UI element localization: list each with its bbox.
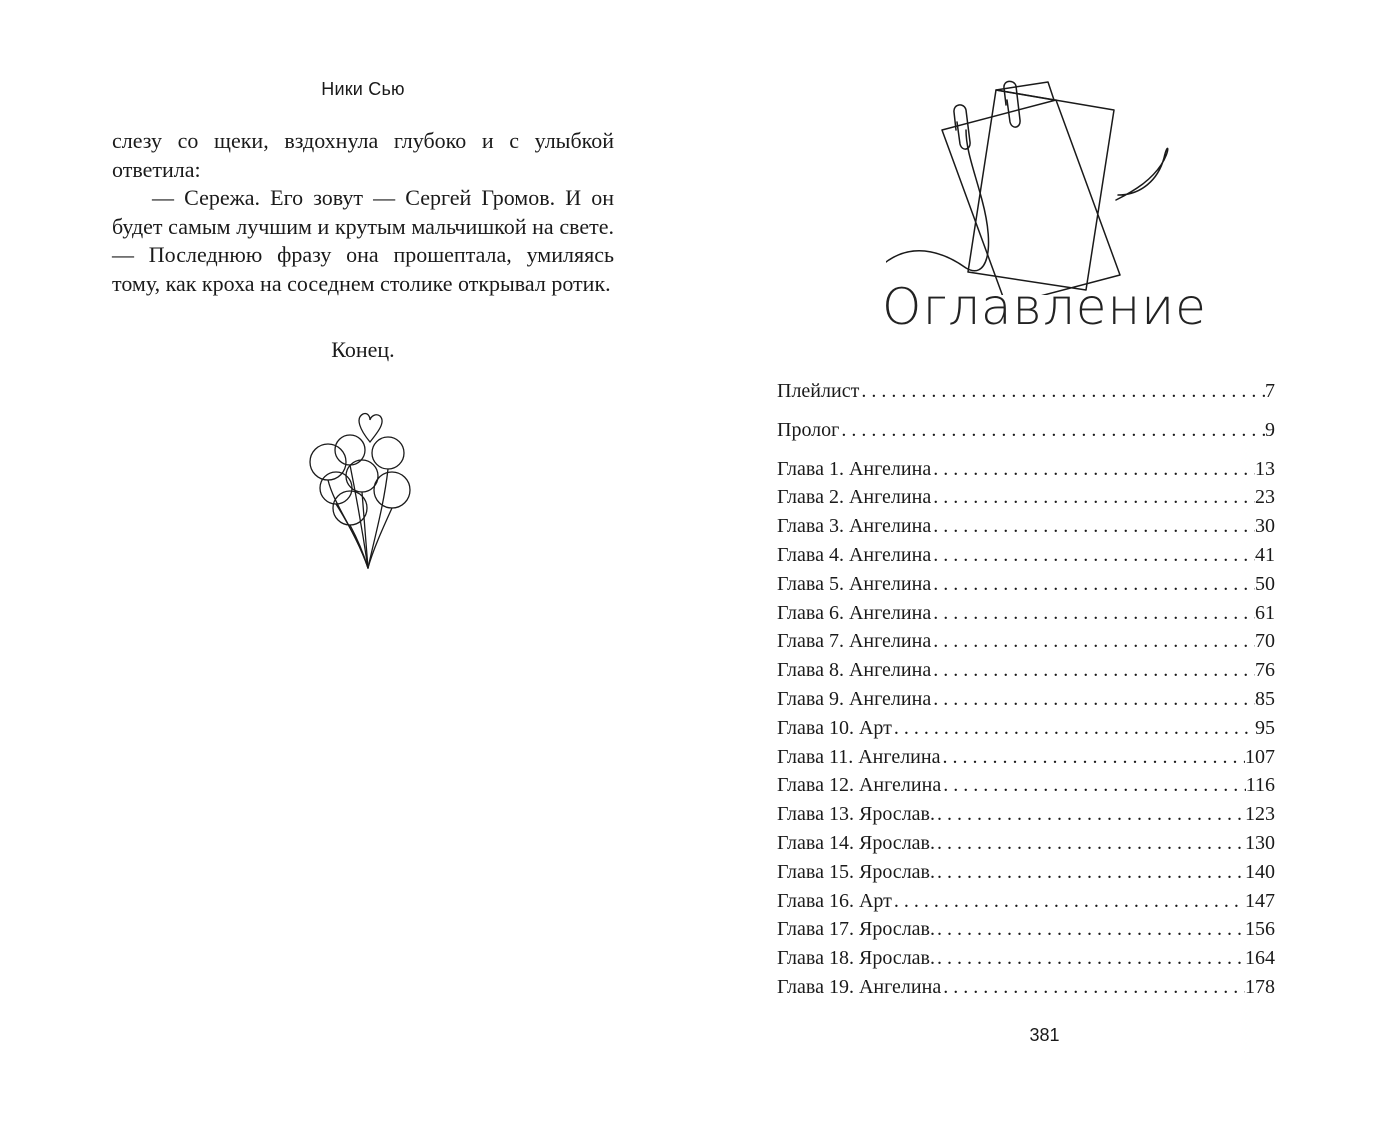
toc-entry-label: Глава 4. Ангелина xyxy=(777,543,932,566)
the-end-label: Конец. xyxy=(331,337,395,362)
running-head-author: Ники Сью xyxy=(321,79,405,99)
toc-entry xyxy=(777,627,1275,656)
toc-leader-dots xyxy=(940,743,1245,772)
toc-entry-page: 7 xyxy=(1265,380,1275,402)
toc-entry-label: Плейлист xyxy=(777,380,860,402)
toc-entry xyxy=(777,570,1275,599)
balloons-icon xyxy=(300,410,415,570)
toc-entry-label: Глава 5. Ангелина xyxy=(777,572,932,595)
toc-entry-page: 70 xyxy=(1255,630,1275,653)
toc-entry-page: 23 xyxy=(1255,486,1275,509)
toc-leader-dots xyxy=(941,973,1245,1002)
toc-entry-label: Глава 15. Ярослав. xyxy=(777,860,935,883)
toc-entry xyxy=(777,599,1275,628)
toc-leader-dots xyxy=(892,887,1245,916)
toc-entry xyxy=(777,743,1275,772)
toc-entry-label: Глава 17. Ярослав. xyxy=(777,918,935,941)
toc-entry-label: Глава 7. Ангелина xyxy=(777,630,932,653)
paragraph: слезу со щеки, вздохнула глубоко и с улыбкой ответила: xyxy=(112,128,614,182)
toc-entry xyxy=(777,915,1275,944)
toc-entry-page: 130 xyxy=(1245,831,1275,854)
toc-entry-label: Глава 3. Ангелина xyxy=(777,515,932,538)
toc-leader-dots xyxy=(931,455,1255,484)
toc-entry-label: Глава 13. Ярослав. xyxy=(777,803,935,826)
toc-entry-page: 107 xyxy=(1245,745,1275,768)
right-page xyxy=(696,0,1393,1125)
toc-entry xyxy=(777,656,1275,685)
toc-entry-page: 13 xyxy=(1255,457,1275,480)
toc-entry xyxy=(777,455,1275,484)
toc-entry-label: Глава 1. Ангелина xyxy=(777,457,932,480)
toc-leader-dots xyxy=(931,541,1255,570)
toc-entry-page: 95 xyxy=(1255,716,1275,739)
toc-leader-dots xyxy=(931,627,1255,656)
toc-entry xyxy=(777,377,1275,406)
toc-entry-page: 85 xyxy=(1255,687,1275,710)
toc-entry-label: Глава 6. Ангелина xyxy=(777,601,932,624)
toc-entry-page: 164 xyxy=(1245,947,1275,970)
toc-leader-dots xyxy=(941,771,1246,800)
toc-entry-page: 140 xyxy=(1245,860,1275,883)
toc-leader-dots xyxy=(935,915,1245,944)
left-page xyxy=(0,0,696,1125)
toc-entry-label: Глава 12. Ангелина xyxy=(777,774,942,797)
toc-entry-label: Глава 16. Арт xyxy=(777,889,892,912)
page-title: Оглавление xyxy=(882,278,1207,336)
toc-leader-dots xyxy=(931,599,1255,628)
toc-entry-label: Глава 11. Ангелина xyxy=(777,745,941,768)
toc-entry-page: 178 xyxy=(1245,975,1275,998)
toc-entry-label: Глава 2. Ангелина xyxy=(777,486,932,509)
toc-entry-page: 61 xyxy=(1255,601,1275,624)
toc-entry-page: 76 xyxy=(1255,659,1275,682)
toc-leader-dots xyxy=(935,858,1245,887)
toc-entry-page: 123 xyxy=(1245,803,1275,826)
toc-entry-page: 147 xyxy=(1245,889,1275,912)
toc-entry xyxy=(777,512,1275,541)
toc-entry-label: Глава 19. Ангелина xyxy=(777,975,942,998)
toc-leader-dots xyxy=(931,483,1255,512)
toc-entry-page: 30 xyxy=(1255,515,1275,538)
toc-entry-label: Глава 14. Ярослав. xyxy=(777,831,935,854)
toc-leader-dots xyxy=(931,512,1255,541)
toc-entry xyxy=(777,887,1275,916)
toc-entry-label: Глава 18. Ярослав. xyxy=(777,947,935,970)
paragraph: — Сережа. Его зовут — Сергей Громов. И он будет самым лучшим и крутым мальчишкой на свете. — Последнюю фразу она прошептала, умиляясь тому, как кроха на соседнем столике открывал ротик. xyxy=(112,185,614,296)
toc-entry xyxy=(777,973,1275,1002)
toc-entry-label: Глава 10. Арт xyxy=(777,716,892,739)
toc-leader-dots xyxy=(931,685,1255,714)
toc-leader-dots xyxy=(859,377,1265,406)
toc-leader-dots xyxy=(935,800,1245,829)
toc-leader-dots xyxy=(935,829,1245,858)
paper-sheets-with-clips-icon xyxy=(886,80,1176,295)
toc-entry-page: 9 xyxy=(1265,418,1275,441)
page-number: 381 xyxy=(1029,1025,1060,1045)
body-text xyxy=(112,127,614,299)
toc-leader-dots xyxy=(892,714,1255,743)
toc-leader-dots xyxy=(931,656,1255,685)
table-of-contents xyxy=(777,377,1275,1002)
toc-entry xyxy=(777,714,1275,743)
toc-leader-dots xyxy=(935,944,1245,973)
toc-entry-label: Глава 8. Ангелина xyxy=(777,659,932,682)
toc-entry xyxy=(777,541,1275,570)
toc-entry xyxy=(777,685,1275,714)
toc-entry-page: 116 xyxy=(1245,774,1275,797)
toc-entry xyxy=(777,771,1275,800)
toc-entry-page: 156 xyxy=(1245,918,1275,941)
toc-entry xyxy=(777,944,1275,973)
toc-entry xyxy=(777,858,1275,887)
toc-leader-dots xyxy=(931,570,1255,599)
toc-entry-page: 41 xyxy=(1255,543,1275,566)
toc-leader-dots xyxy=(839,416,1265,445)
toc-entry xyxy=(777,829,1275,858)
toc-entry-page: 50 xyxy=(1255,572,1275,595)
toc-entry xyxy=(777,483,1275,512)
toc-entry xyxy=(777,416,1275,445)
toc-entry-label: Пролог xyxy=(777,418,840,441)
toc-entry-label: Глава 9. Ангелина xyxy=(777,687,932,710)
toc-entry xyxy=(777,800,1275,829)
